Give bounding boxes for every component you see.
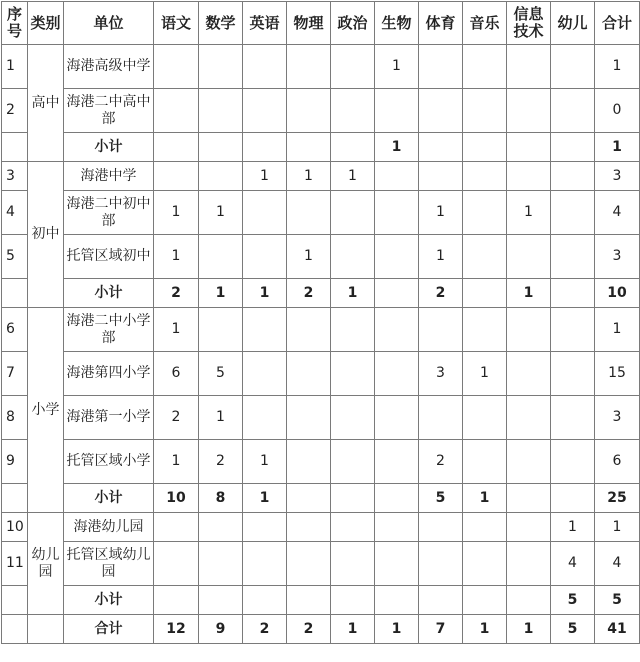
row-seq: 7 [2, 352, 28, 396]
cell-biology: 1 [375, 45, 419, 89]
cell-math [199, 586, 243, 615]
unit-name: 海港二中小学部 [64, 308, 154, 352]
cell-physics [287, 352, 331, 396]
unit-name: 托管区域小学 [64, 440, 154, 484]
cell-english: 1 [243, 279, 287, 308]
cell-chinese: 2 [154, 279, 199, 308]
cell-math: 1 [199, 191, 243, 235]
cell-kindergarten [551, 45, 595, 89]
row-seq [2, 484, 28, 513]
cell-biology: 1 [375, 133, 419, 162]
table-row [2, 440, 640, 484]
cell-english [243, 352, 287, 396]
cell-music: 1 [463, 484, 507, 513]
cell-music: 1 [463, 352, 507, 396]
header-row [2, 2, 640, 45]
cell-physics [287, 513, 331, 542]
cell-physics [287, 542, 331, 586]
cell-music [463, 235, 507, 279]
cell-pe [419, 513, 463, 542]
cell-biology [375, 440, 419, 484]
table-row [2, 89, 640, 133]
cell-music [463, 513, 507, 542]
cell-total: 41 [595, 615, 640, 644]
cell-total: 4 [595, 542, 640, 586]
header-total: 合计 [595, 2, 640, 45]
cell-math: 1 [199, 279, 243, 308]
cell-info-tech [507, 45, 551, 89]
cell-english [243, 396, 287, 440]
cell-info-tech [507, 133, 551, 162]
header-info-tech: 信息 技术 [507, 2, 551, 45]
table-row [2, 513, 640, 542]
row-seq [2, 279, 28, 308]
cell-physics: 1 [287, 162, 331, 191]
header-english: 英语 [243, 2, 287, 45]
cell-english [243, 45, 287, 89]
cell-math: 9 [199, 615, 243, 644]
cell-kindergarten [551, 235, 595, 279]
row-seq [2, 615, 28, 644]
subtotal-label: 小计 [64, 279, 154, 308]
cell-chinese [154, 133, 199, 162]
row-seq: 6 [2, 308, 28, 352]
cell-kindergarten [551, 440, 595, 484]
cell-music [463, 191, 507, 235]
cell-biology [375, 396, 419, 440]
cell-math: 1 [199, 396, 243, 440]
cell-pe: 2 [419, 279, 463, 308]
cell-math [199, 133, 243, 162]
cell-kindergarten [551, 484, 595, 513]
subtotal-label: 小计 [64, 484, 154, 513]
cell-total: 1 [595, 513, 640, 542]
cell-chinese [154, 45, 199, 89]
cell-physics [287, 484, 331, 513]
cell-english: 1 [243, 484, 287, 513]
cell-kindergarten: 4 [551, 542, 595, 586]
cell-info-tech [507, 440, 551, 484]
cell-music [463, 279, 507, 308]
cell-total: 10 [595, 279, 640, 308]
cell-math [199, 542, 243, 586]
cell-pe [419, 133, 463, 162]
cell-total: 0 [595, 89, 640, 133]
row-seq [2, 586, 28, 615]
cell-biology [375, 235, 419, 279]
subtotal-row [2, 133, 640, 162]
cell-math: 2 [199, 440, 243, 484]
header-seq: 序 号 [2, 2, 28, 45]
cell-chinese [154, 89, 199, 133]
cell-info-tech [507, 513, 551, 542]
cell-music [463, 133, 507, 162]
cell-math [199, 45, 243, 89]
cell-kindergarten: 5 [551, 615, 595, 644]
grand-total-row [2, 615, 640, 644]
cell-english [243, 89, 287, 133]
unit-name: 海港幼儿园 [64, 513, 154, 542]
cell-physics [287, 191, 331, 235]
cell-math [199, 89, 243, 133]
cell-physics [287, 396, 331, 440]
cell-kindergarten [551, 279, 595, 308]
cell-english [243, 542, 287, 586]
unit-name: 海港中学 [64, 162, 154, 191]
cell-english [243, 133, 287, 162]
cell-info-tech [507, 396, 551, 440]
cell-kindergarten [551, 352, 595, 396]
header-chinese: 语文 [154, 2, 199, 45]
cell-chinese [154, 513, 199, 542]
cell-politics [331, 542, 375, 586]
cell-kindergarten [551, 89, 595, 133]
cell-pe: 2 [419, 440, 463, 484]
cell-physics: 1 [287, 235, 331, 279]
row-seq [2, 133, 28, 162]
cell-info-tech [507, 308, 551, 352]
cell-kindergarten [551, 133, 595, 162]
category-cell [28, 615, 64, 644]
cell-english [243, 513, 287, 542]
cell-music [463, 440, 507, 484]
cell-politics [331, 586, 375, 615]
row-seq: 10 [2, 513, 28, 542]
cell-biology: 1 [375, 615, 419, 644]
cell-math [199, 162, 243, 191]
cell-pe: 1 [419, 235, 463, 279]
cell-info-tech [507, 235, 551, 279]
header-unit: 单位 [64, 2, 154, 45]
cell-biology [375, 352, 419, 396]
cell-biology [375, 586, 419, 615]
cell-music [463, 542, 507, 586]
cell-total: 3 [595, 162, 640, 191]
subtotal-row [2, 586, 640, 615]
cell-kindergarten [551, 162, 595, 191]
cell-biology [375, 542, 419, 586]
cell-music [463, 308, 507, 352]
grand-total-label: 合计 [64, 615, 154, 644]
cell-math: 8 [199, 484, 243, 513]
cell-music [463, 45, 507, 89]
cell-chinese [154, 542, 199, 586]
category-cell: 高中 [28, 45, 64, 162]
cell-politics [331, 396, 375, 440]
cell-physics [287, 440, 331, 484]
header-kindergarten: 幼儿 [551, 2, 595, 45]
cell-chinese: 6 [154, 352, 199, 396]
cell-info-tech [507, 484, 551, 513]
cell-chinese: 1 [154, 440, 199, 484]
cell-chinese: 2 [154, 396, 199, 440]
cell-chinese: 1 [154, 235, 199, 279]
cell-music [463, 396, 507, 440]
recruitment-table [1, 1, 640, 644]
cell-music [463, 89, 507, 133]
cell-english: 1 [243, 162, 287, 191]
cell-politics [331, 352, 375, 396]
cell-politics [331, 133, 375, 162]
cell-info-tech [507, 89, 551, 133]
table-row [2, 191, 640, 235]
cell-physics: 2 [287, 615, 331, 644]
cell-pe [419, 308, 463, 352]
cell-info-tech [507, 542, 551, 586]
table-row [2, 352, 640, 396]
cell-kindergarten [551, 396, 595, 440]
row-seq: 4 [2, 191, 28, 235]
cell-music: 1 [463, 615, 507, 644]
cell-info-tech: 1 [507, 191, 551, 235]
cell-physics: 2 [287, 279, 331, 308]
cell-total: 4 [595, 191, 640, 235]
cell-chinese: 1 [154, 308, 199, 352]
cell-chinese: 12 [154, 615, 199, 644]
cell-total: 1 [595, 45, 640, 89]
header-pe: 体育 [419, 2, 463, 45]
cell-total: 1 [595, 133, 640, 162]
cell-biology [375, 279, 419, 308]
unit-name: 海港二中高中部 [64, 89, 154, 133]
category-cell: 初中 [28, 162, 64, 308]
row-seq: 1 [2, 45, 28, 89]
cell-english: 1 [243, 440, 287, 484]
unit-name: 海港第四小学 [64, 352, 154, 396]
cell-biology [375, 484, 419, 513]
cell-chinese: 10 [154, 484, 199, 513]
cell-biology [375, 89, 419, 133]
row-seq: 3 [2, 162, 28, 191]
row-seq: 5 [2, 235, 28, 279]
subtotal-label: 小计 [64, 133, 154, 162]
cell-politics: 1 [331, 162, 375, 191]
table-row [2, 235, 640, 279]
cell-pe [419, 162, 463, 191]
header-biology: 生物 [375, 2, 419, 45]
cell-total: 15 [595, 352, 640, 396]
cell-info-tech: 1 [507, 279, 551, 308]
table-row [2, 45, 640, 89]
cell-total: 5 [595, 586, 640, 615]
header-politics: 政治 [331, 2, 375, 45]
cell-politics [331, 191, 375, 235]
cell-music [463, 586, 507, 615]
cell-kindergarten: 5 [551, 586, 595, 615]
cell-info-tech: 1 [507, 615, 551, 644]
cell-chinese [154, 586, 199, 615]
cell-physics [287, 45, 331, 89]
row-seq: 2 [2, 89, 28, 133]
cell-math: 5 [199, 352, 243, 396]
cell-english [243, 235, 287, 279]
cell-info-tech [507, 586, 551, 615]
cell-pe [419, 89, 463, 133]
cell-pe: 7 [419, 615, 463, 644]
cell-pe [419, 396, 463, 440]
cell-kindergarten [551, 191, 595, 235]
header-math: 数学 [199, 2, 243, 45]
cell-pe: 1 [419, 191, 463, 235]
subtotal-label: 小计 [64, 586, 154, 615]
cell-kindergarten [551, 308, 595, 352]
unit-name: 托管区域幼儿园 [64, 542, 154, 586]
cell-english [243, 308, 287, 352]
cell-info-tech [507, 162, 551, 191]
cell-physics [287, 133, 331, 162]
cell-physics [287, 308, 331, 352]
cell-math [199, 235, 243, 279]
cell-politics [331, 308, 375, 352]
category-cell: 小学 [28, 308, 64, 513]
row-seq: 8 [2, 396, 28, 440]
unit-name: 托管区域初中 [64, 235, 154, 279]
header-category: 类别 [28, 2, 64, 45]
table-row [2, 396, 640, 440]
subtotal-row [2, 279, 640, 308]
cell-biology [375, 308, 419, 352]
cell-chinese [154, 162, 199, 191]
cell-pe [419, 586, 463, 615]
unit-name: 海港二中初中部 [64, 191, 154, 235]
cell-politics [331, 440, 375, 484]
cell-biology [375, 162, 419, 191]
cell-total: 3 [595, 396, 640, 440]
header-physics: 物理 [287, 2, 331, 45]
subtotal-row [2, 484, 640, 513]
cell-politics [331, 45, 375, 89]
cell-politics [331, 89, 375, 133]
row-seq: 9 [2, 440, 28, 484]
category-cell: 幼儿 园 [28, 513, 64, 615]
header-music: 音乐 [463, 2, 507, 45]
table-row [2, 162, 640, 191]
cell-total: 1 [595, 308, 640, 352]
cell-english [243, 191, 287, 235]
cell-politics [331, 235, 375, 279]
cell-biology [375, 191, 419, 235]
cell-pe [419, 542, 463, 586]
cell-english: 2 [243, 615, 287, 644]
cell-pe: 3 [419, 352, 463, 396]
cell-pe [419, 45, 463, 89]
table-row [2, 542, 640, 586]
cell-biology [375, 513, 419, 542]
cell-total: 6 [595, 440, 640, 484]
cell-physics [287, 89, 331, 133]
row-seq: 11 [2, 542, 28, 586]
cell-total: 3 [595, 235, 640, 279]
cell-pe: 5 [419, 484, 463, 513]
cell-info-tech [507, 352, 551, 396]
cell-kindergarten: 1 [551, 513, 595, 542]
cell-english [243, 586, 287, 615]
cell-math [199, 308, 243, 352]
table-row [2, 308, 640, 352]
unit-name: 海港第一小学 [64, 396, 154, 440]
cell-math [199, 513, 243, 542]
cell-politics: 1 [331, 279, 375, 308]
unit-name: 海港高级中学 [64, 45, 154, 89]
cell-physics [287, 586, 331, 615]
cell-politics [331, 513, 375, 542]
cell-music [463, 162, 507, 191]
cell-total: 25 [595, 484, 640, 513]
cell-politics: 1 [331, 615, 375, 644]
cell-chinese: 1 [154, 191, 199, 235]
cell-politics [331, 484, 375, 513]
